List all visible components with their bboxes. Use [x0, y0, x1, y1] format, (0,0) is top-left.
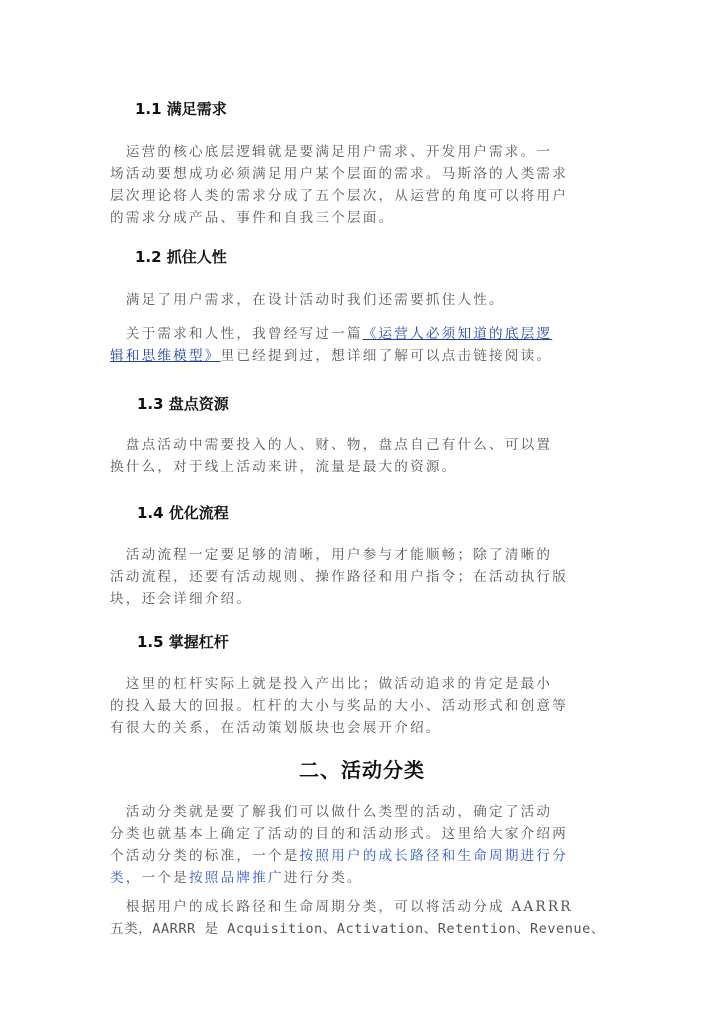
text-line: 活动流程一定要足够的清晰，用户参与才能顺畅；除了清晰的: [110, 547, 553, 563]
paragraph-aarrr: [110, 896, 615, 940]
section-heading-1-2: 1.2 抓住人性: [135, 248, 227, 266]
text-line: 分类也就基本上确定了活动的目的和活动形式。这里给大家介绍两: [110, 826, 569, 842]
article-link-continued[interactable]: 辑和思维模型》: [110, 348, 221, 364]
section-heading-1-3: 1.3 盘点资源: [137, 395, 229, 413]
text-line: 层次理论将人类的需求分成了五个层次，从运营的角度可以将用户: [110, 188, 569, 204]
text-run: 里已经提到过，想详细了解可以点击链接阅读。: [220, 348, 553, 364]
highlight-brand-promotion: 按照品牌推广: [188, 870, 284, 886]
text-line: 满足了用户需求，在设计活动时我们还需要抓住人性。: [110, 292, 505, 308]
paragraph-1-2-a: [110, 289, 615, 311]
text-line: 块，还会详细介绍。: [110, 591, 253, 607]
text-line: 五类，AARRR 是 Acquisition、Activation、Retention、Revenue、: [110, 921, 605, 937]
highlight-growth-path-end: 类: [110, 870, 126, 886]
text-line: [110, 867, 615, 889]
paragraph-1-4: [110, 544, 615, 610]
text-line: 活动分类就是要了解我们可以做什么类型的活动，确定了活动: [110, 804, 553, 820]
text-run: 进行分类。: [283, 870, 363, 886]
text-line: 有很大的关系，在活动策划版块也会展开介绍。: [110, 720, 442, 736]
section-heading-1-4: 1.4 优化流程: [137, 504, 229, 522]
text-line: 这里的杠杆实际上就是投入产出比；做活动追求的肯定是最小: [110, 676, 553, 692]
paragraph-1-2-b: [110, 323, 615, 367]
text-line: 活动流程，还要有活动规则、操作路径和用户指令；在活动执行版: [110, 569, 569, 585]
text-line: 盘点活动中需要投入的人、财、物，盘点自己有什么、可以置: [110, 437, 553, 453]
text-line: 运营的核心底层逻辑就是要满足用户需求、开发用户需求。一: [110, 144, 553, 160]
text-run: 个活动分类的标准，一个是: [110, 848, 300, 864]
text-line: 的投入最大的回报。杠杆的大小与奖品的大小、活动形式和创意等: [110, 698, 569, 714]
text-line: [110, 323, 615, 345]
section-heading-1-1: 1.1 满足需求: [135, 100, 227, 118]
text-run: ，一个是: [125, 870, 189, 886]
paragraph-1-1: [110, 141, 615, 229]
text-line: 换什么，对于线上活动来讲，流量是最大的资源。: [110, 459, 458, 475]
article-link[interactable]: 《运营人必须知道的底层逻: [362, 326, 553, 342]
highlight-growth-path: 按照用户的成长路径和生命周期进行分: [299, 848, 569, 864]
chapter-title: 二、活动分类: [299, 758, 425, 782]
text-line: 的需求分成产品、事件和自我三个层面。: [110, 210, 395, 226]
section-heading-1-5: 1.5 掌握杠杆: [137, 633, 229, 651]
paragraph-1-3: [110, 434, 615, 478]
paragraph-classification-intro: [110, 801, 615, 889]
paragraph-1-5: [110, 673, 615, 739]
text-line: [110, 345, 615, 367]
text-line: 根据用户的成长路径和生命周期分类，可以将活动分成 AARRR: [110, 899, 573, 915]
text-run: 关于需求和人性，我曾经写过一篇: [110, 326, 363, 342]
text-line: [110, 845, 615, 867]
text-line: 场活动要想成功必须满足用户某个层面的需求。马斯洛的人类需求: [110, 166, 569, 182]
